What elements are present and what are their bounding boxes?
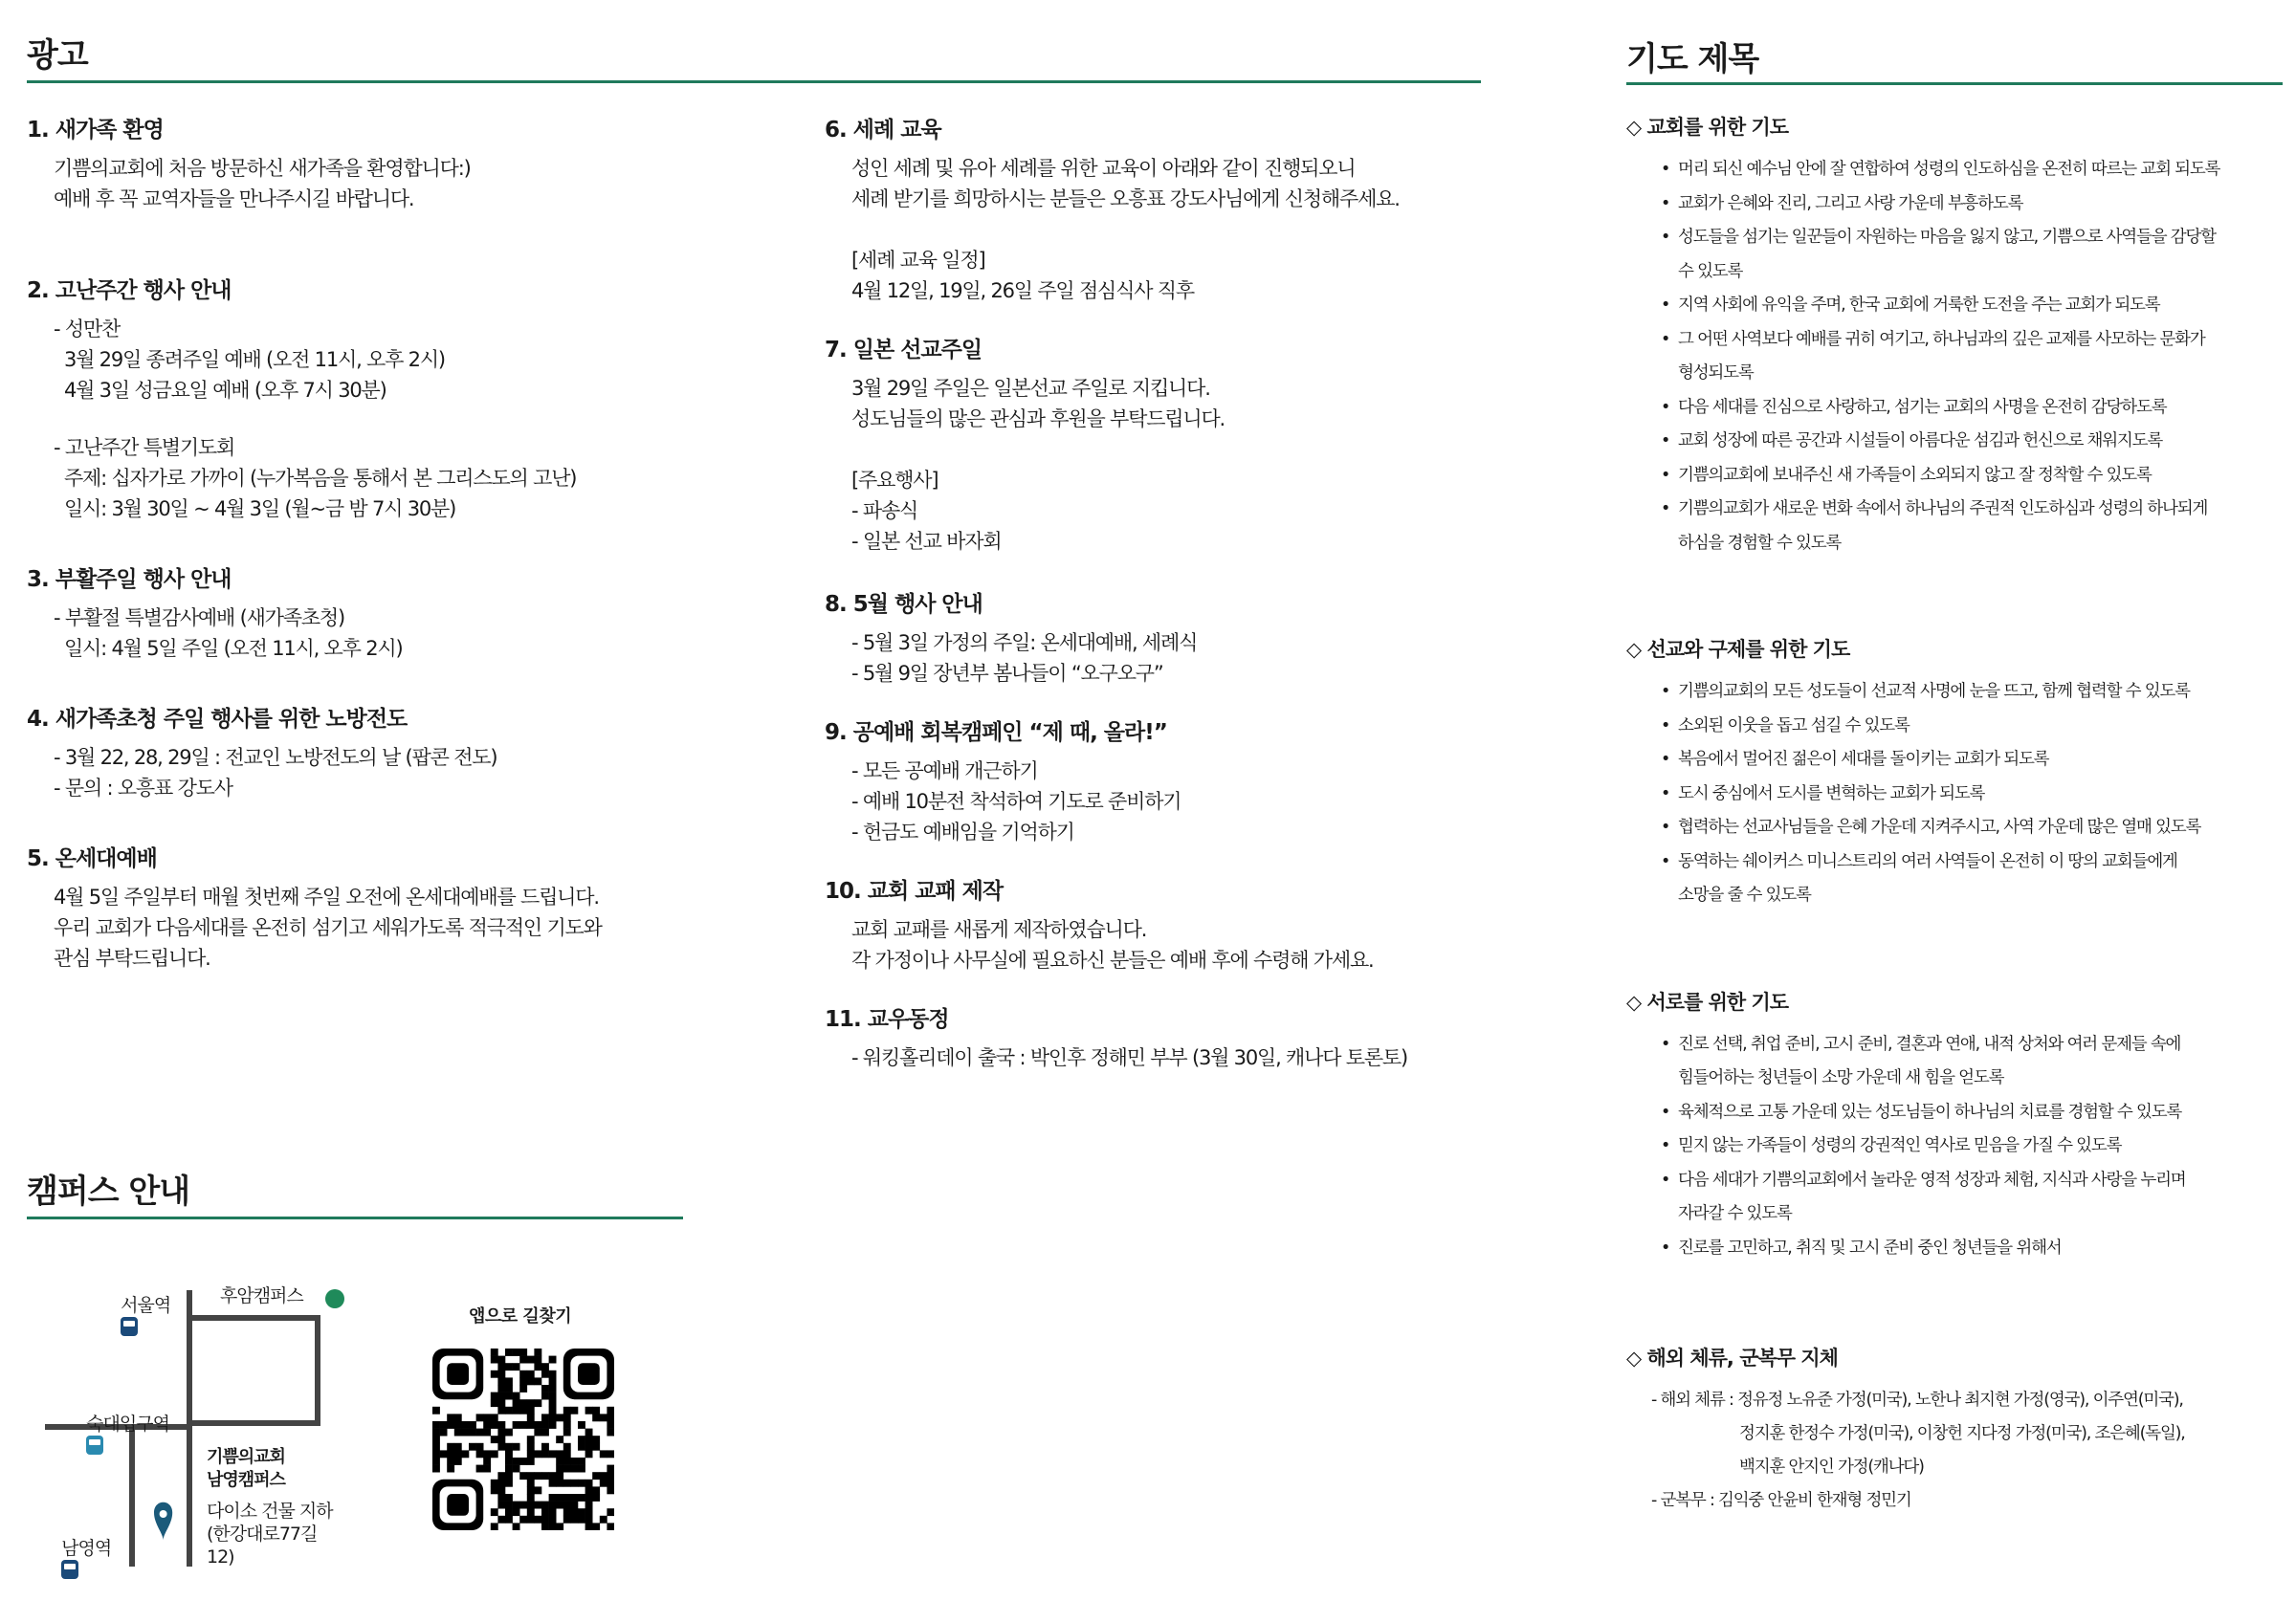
- ad-item-7: [825, 333, 1494, 557]
- abroad-line: 백지훈 안지인 가정(캐나다): [1739, 1458, 1924, 1477]
- ad-item-line: 세례 받기를 희망하시는 분들은 오흥표 강도사님에게 신청해주세요.: [851, 187, 1400, 210]
- ad-item-line: - 부활절 특별감사예배 (새가족초청): [54, 606, 344, 629]
- prayer-item: • 기쁨의교회가 새로운 변화 속에서 하나님의 주권적 인도하심과 성령의 하나되게 하심을 경험할 수 있도록: [1661, 493, 2286, 560]
- abroad-line: - 해외 체류 : 정유정 노유준 가정(미국), 노한나 최지현 가정(영국), 이주연(미국),: [1651, 1391, 2183, 1410]
- ad-item-line: 관심 부탁드립니다.: [54, 947, 210, 970]
- ad-item-3: [27, 562, 792, 664]
- ad-item-line: [851, 214, 1494, 245]
- prayer-item: • 기쁨의교회에 보내주신 새 가족들이 소외되지 않고 잘 정착할 수 있도록: [1661, 459, 2286, 493]
- campus-name: 남영캠퍼스: [207, 1470, 285, 1490]
- ad-item-8: [825, 587, 1494, 689]
- ad-item-2: [27, 274, 792, 524]
- ad-item-line: - 성만찬: [54, 318, 121, 340]
- ad-item-heading: 10. 교회 교패 제작: [825, 879, 1004, 904]
- ad-item-line: [54, 406, 792, 432]
- ad-item-line: - 5월 9일 장년부 봄나들이 “오구오구”: [851, 662, 1163, 685]
- ad-item-line: 우리 교회가 다음세대를 온전히 섬기고 세워가도록 적극적인 기도와: [54, 916, 602, 939]
- qr-label: 앱으로 길찾기: [469, 1306, 572, 1327]
- ads-column-1: [27, 113, 792, 1000]
- prayer-item: • 믿지 않는 가족들이 성령의 강권적인 역사로 믿음을 가질 수 있도록: [1661, 1130, 2286, 1164]
- ad-item-line: 예배 후 꼭 교역자들을 만나주시길 바랍니다.: [54, 187, 414, 210]
- huam-campus-dot: [325, 1289, 344, 1308]
- prayer-column: [1626, 113, 2286, 1518]
- ad-item-6: [825, 113, 1494, 306]
- ad-item-heading: 9. 공예배 회복캠페인 “제 때, 올라!”: [825, 720, 1167, 745]
- prayer-item: • 지역 사회에 유익을 주며, 한국 교회에 거룩한 도전을 주는 교회가 되도록: [1661, 289, 2286, 323]
- ad-item-line: - 워킹홀리데이 출국 : 박인후 정해민 부부 (3월 30일, 캐나다 토론토): [851, 1046, 1408, 1069]
- prayer-item: • 다음 세대를 진심으로 사랑하고, 섬기는 교회의 사명을 온전히 감당하도록: [1661, 391, 2286, 426]
- prayer-section-heading: ◇ 선교와 구제를 위한 기도: [1626, 638, 1850, 661]
- ad-item-line: 성도님들의 많은 관심과 후원을 부탁드립니다.: [851, 407, 1225, 430]
- ad-item-line: 3월 29일 종려주일 예배 (오전 11시, 오후 2시): [54, 348, 445, 371]
- prayer-item: • 머리 되신 예수님 안에 잘 연합하여 성령의 인도하심을 온전히 따르는 교회 되도록: [1661, 153, 2286, 187]
- prayer-section-heading: ◇ 서로를 위한 기도: [1626, 990, 1789, 1014]
- ad-item-line: - 3월 22, 28, 29일 : 전교인 노방전도의 날 (팝콘 전도): [54, 746, 497, 769]
- prayer-item: • 협력하는 선교사님들을 은혜 가운데 지켜주시고, 사역 가운데 많은 열매 있도록: [1661, 811, 2286, 845]
- station-sookmyung: 숙대입구역: [67, 1389, 169, 1480]
- prayer-item: • 진로 선택, 취업 준비, 고시 준비, 결혼과 연애, 내적 상처와 여러 문제들 속에 힘들어하는 청년들이 소망 가운데 새 힘을 얻도록: [1661, 1028, 2286, 1096]
- location-pin-icon: [154, 1502, 172, 1541]
- address-line: 다이소 건물 지하: [207, 1501, 333, 1522]
- subway-icon: [61, 1560, 78, 1579]
- military-line: - 군복무 : 김익중 안윤비 한재형 정민기: [1651, 1491, 1911, 1510]
- prayer-item: • 교회 성장에 따른 공간과 시설들이 아름다운 섬김과 헌신으로 채워지도록: [1661, 425, 2286, 459]
- ad-item-heading: 7. 일본 선교주일: [825, 338, 982, 362]
- prayer-item: • 그 어떤 사역보다 예배를 귀히 여기고, 하나님과의 깊은 교제를 사모하는 문화가 형성되도록: [1661, 323, 2286, 391]
- ad-item-line: 주제: 십자가로 가까이 (누가복음을 통해서 본 그리스도의 고난): [54, 467, 577, 490]
- ad-item-9: [825, 715, 1494, 847]
- qr-code[interactable]: [432, 1349, 614, 1530]
- prayer-divider: [1626, 82, 2283, 85]
- prayer-item: • 다음 세대가 기쁨의교회에서 놀라운 영적 성장과 체험, 지식과 사랑을 누리며 자라갈 수 있도록: [1661, 1164, 2286, 1232]
- ad-item-line: - 5월 3일 가정의 주일: 온세대예배, 세례식: [851, 631, 1198, 654]
- ad-item-line: 일시: 4월 5일 주일 (오전 11시, 오후 2시): [54, 637, 403, 660]
- qr-finder: [578, 1363, 600, 1385]
- station-seoul: 서울역: [101, 1270, 170, 1362]
- prayer-section-each-other: [1626, 988, 2286, 1266]
- church-name: 기쁨의교회: [207, 1447, 285, 1467]
- ad-item-line: 성인 세례 및 유아 세례를 위한 교육이 아래와 같이 진행되오니: [851, 157, 1356, 180]
- ad-item-line: 4월 5일 주일부터 매월 첫번째 주일 오전에 온세대예배를 드립니다.: [54, 886, 599, 909]
- ad-item-heading: 8. 5월 행사 안내: [825, 592, 982, 617]
- prayer-section-abroad: [1626, 1344, 2286, 1518]
- station-namyeong: 남영역: [42, 1513, 111, 1605]
- prayer-item: • 동역하는 쉐이커스 미니스트리의 여러 사역들이 온전히 이 땅의 교회들에게 소망을 줄 수 있도록: [1661, 845, 2286, 913]
- prayer-item: • 소외된 이웃을 돕고 섬길 수 있도록: [1661, 710, 2286, 744]
- ads-divider: [27, 80, 1481, 83]
- church-address: [207, 1500, 333, 1568]
- ad-item-line: - 예배 10분전 착석하여 기도로 준비하기: [851, 790, 1181, 813]
- subway-icon: [121, 1317, 138, 1336]
- ad-item-line: - 모든 공예배 개근하기: [851, 759, 1038, 782]
- prayer-item: • 진로를 고민하고, 취직 및 고시 준비 중인 청년들을 위해서: [1661, 1232, 2286, 1266]
- ad-item-line: [851, 434, 1494, 465]
- ad-item-line: - 문의 : 오흥표 강도사: [54, 777, 232, 800]
- ad-item-line: [주요행사]: [851, 469, 938, 492]
- prayer-item: • 육체적으로 고통 가운데 있는 성도님들이 하나님의 치료를 경험할 수 있도록: [1661, 1096, 2286, 1130]
- ad-item-line: - 파송식: [851, 499, 918, 522]
- address-line: 12): [207, 1546, 234, 1568]
- address-line: (한강대로77길: [207, 1524, 318, 1545]
- ad-item-line: [세례 교육 일정]: [851, 249, 985, 272]
- ad-item-heading: 2. 고난주간 행사 안내: [27, 278, 232, 303]
- ad-item-line: - 고난주간 특별기도회: [54, 436, 235, 459]
- ad-item-line: 일시: 3월 30일 ~ 4월 3일 (월~금 밤 7시 30분): [54, 497, 456, 520]
- ad-item-1: [27, 113, 792, 214]
- ad-item-4: [27, 702, 792, 803]
- church-label: [207, 1446, 285, 1492]
- ad-item-heading: 6. 세례 교육: [825, 118, 941, 143]
- ad-item-heading: 11. 교우동정: [825, 1007, 949, 1032]
- prayer-item: • 도시 중심에서 도시를 변혁하는 교회가 되도록: [1661, 778, 2286, 812]
- prayer-section-heading: ◇ 해외 체류, 군복무 지체: [1626, 1347, 1838, 1370]
- prayer-section-church: [1626, 113, 2286, 560]
- ad-item-line: 4월 3일 성금요일 예배 (오후 7시 30분): [54, 379, 386, 402]
- ads-column-2: [825, 113, 1494, 1100]
- ad-item-heading: 5. 온세대예배: [27, 846, 157, 871]
- qr-finder: [447, 1494, 469, 1516]
- campus-divider: [27, 1217, 683, 1219]
- ad-item-line: 교회 교패를 새롭게 제작하였습니다.: [851, 918, 1147, 941]
- prayer-section-heading: ◇ 교회를 위한 기도: [1626, 116, 1789, 139]
- qr-finder: [447, 1363, 469, 1385]
- ad-item-line: - 헌금도 예배임을 기억하기: [851, 821, 1074, 844]
- ad-item-heading: 1. 새가족 환영: [27, 118, 164, 143]
- prayer-item: • 성도들을 섬기는 일꾼들이 자원하는 마음을 잃지 않고, 기쁨으로 사역들을 감당할 수 있도록: [1661, 221, 2286, 289]
- prayer-item: • 복음에서 멀어진 젊은이 세대를 돌이키는 교회가 되도록: [1661, 743, 2286, 778]
- campus-map: [29, 1243, 430, 1578]
- ad-item-5: [27, 842, 792, 974]
- ad-item-11: [825, 1002, 1494, 1073]
- qr-code-image: [432, 1349, 614, 1530]
- prayer-item: • 교회가 은혜와 진리, 그리고 사랑 가운데 부흥하도록: [1661, 187, 2286, 222]
- ad-item-heading: 3. 부활주일 행사 안내: [27, 567, 232, 592]
- ads-title: 광고: [27, 36, 88, 75]
- ad-item-line: 기쁨의교회에 처음 방문하신 새가족을 환영합니다:): [54, 157, 471, 180]
- ad-item-line: 4월 12일, 19일, 26일 주일 점심식사 직후: [851, 279, 1194, 302]
- prayer-item: • 기쁨의교회의 모든 성도들이 선교적 사명에 눈을 뜨고, 함께 협력할 수 있도록: [1661, 675, 2286, 710]
- abroad-line: 정지훈 한정수 가정(미국), 이창헌 지다정 가정(미국), 조은혜(독일),: [1739, 1424, 2185, 1443]
- campus-title: 캠퍼스 안내: [27, 1173, 190, 1211]
- subway-icon: [86, 1436, 103, 1455]
- ad-item-heading: 4. 새가족초청 주일 행사를 위한 노방전도: [27, 707, 408, 732]
- prayer-section-mission: [1626, 635, 2286, 913]
- ad-item-10: [825, 874, 1494, 976]
- ad-item-line: 각 가정이나 사무실에 필요하신 분들은 예배 후에 수령해 가세요.: [851, 949, 1374, 972]
- prayer-title: 기도 제목: [1626, 40, 1759, 78]
- huam-campus-label: 후암캠퍼스: [220, 1285, 303, 1306]
- ad-item-line: 3월 29일 주일은 일본선교 주일로 지킵니다.: [851, 377, 1210, 400]
- ad-item-line: - 일본 선교 바자회: [851, 530, 1002, 553]
